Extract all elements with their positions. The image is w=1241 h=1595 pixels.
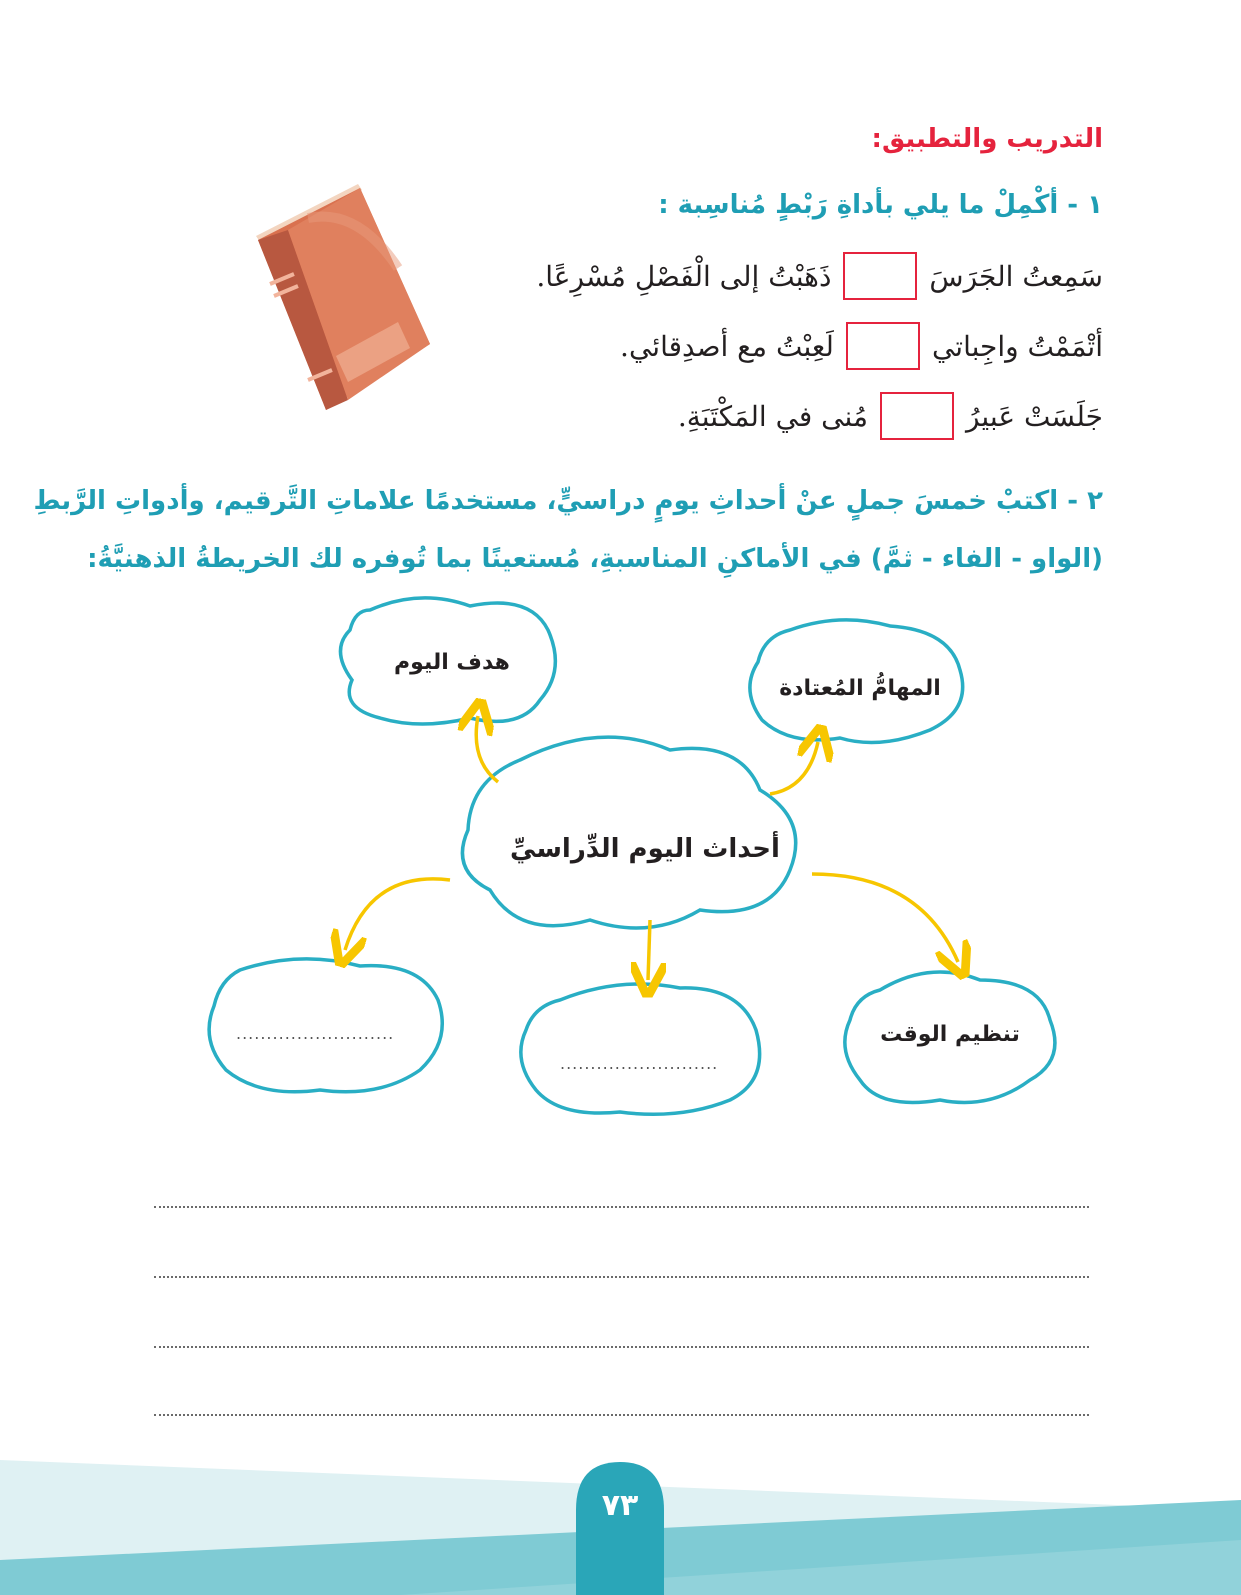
mindmap-bottom-left-blank[interactable]: ..........................	[236, 1024, 395, 1043]
mindmap-center-label: أحداث اليوم الدِّراسيِّ	[510, 834, 780, 864]
question-1-text: ١ - أكْمِلْ ما يلي بأداةِ رَبْطٍ مُناسِبة :	[658, 190, 1103, 220]
sentence-3-before: جَلَسَتْ عَبيرُ	[965, 399, 1103, 433]
arrow-bottom-center	[648, 920, 650, 980]
page-number: ٧٣	[601, 1488, 639, 1523]
sentence-1-blank[interactable]	[843, 252, 917, 300]
mindmap-bottom-right-label: تنظيم الوقت	[880, 1022, 1020, 1047]
arrow-top-left	[476, 716, 498, 782]
sentence-3-blank[interactable]	[880, 392, 954, 440]
mindmap-top-left-label: هدف اليوم	[394, 650, 510, 675]
sentence-2-blank[interactable]	[846, 322, 920, 370]
sentence-2	[620, 322, 1103, 370]
arrow-bottom-right	[812, 874, 958, 962]
sentence-2-before: أتْمَمْتُ واجِباتي	[931, 329, 1103, 363]
mindmap-top-right-label: المهامُّ المُعتادة	[779, 676, 941, 701]
writing-line-1[interactable]	[154, 1206, 1089, 1208]
cloud-center	[462, 737, 795, 928]
arrow-top-right	[770, 742, 818, 794]
writing-line-3[interactable]	[154, 1346, 1089, 1348]
arrow-bottom-left	[345, 879, 450, 950]
sentence-1-before: سَمِعتُ الجَرَسَ	[929, 259, 1103, 293]
sentence-1-after: ذَهَبْتُ إلى الْفَصْلِ مُسْرِعًا.	[536, 259, 832, 293]
cloud-bottom-center	[521, 984, 760, 1114]
question-2-line-2: (الواو - الفاء - ثمَّ) في الأماكنِ المناسبةِ، مُستعينًا بما تُوفره لك الخريطةُ الذهنيَّةُ:	[87, 544, 1103, 574]
sentence-2-after: لَعِبْتُ مع أصدِقائي.	[620, 329, 834, 363]
book-illustration	[248, 178, 438, 416]
section-heading: التدريب والتطبيق:	[871, 124, 1103, 154]
writing-line-2[interactable]	[154, 1276, 1089, 1278]
sentence-1	[536, 252, 1103, 300]
sentence-3	[678, 392, 1103, 440]
writing-line-4[interactable]	[154, 1414, 1089, 1416]
question-2-line-1: ٢ - اكتبْ خمسَ جملٍ عنْ أحداثِ يومٍ دراسيٍّ، مستخدمًا علاماتِ التَّرقيم، وأدواتِ الرَّبطِ	[33, 486, 1103, 516]
sentence-3-after: مُنى في المَكْتَبَةِ.	[677, 399, 868, 433]
mindmap-bottom-center-blank[interactable]: ..........................	[560, 1054, 719, 1073]
